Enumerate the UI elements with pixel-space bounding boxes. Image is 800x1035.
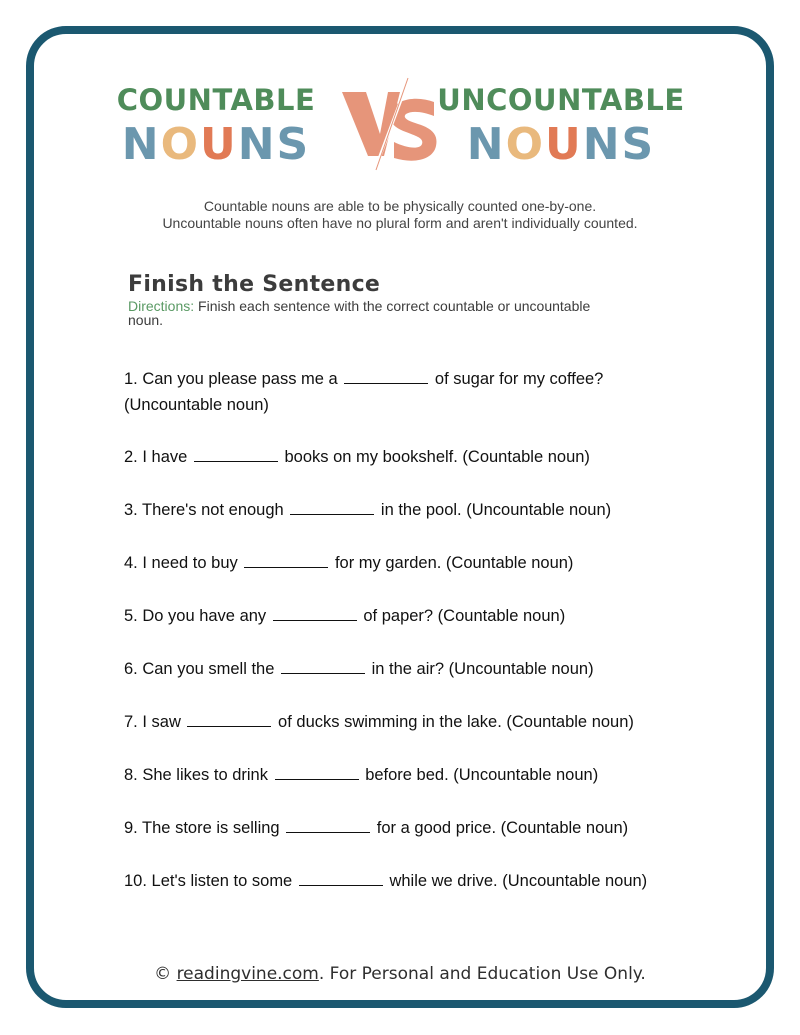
question-text: 8. She likes to drink (124, 766, 268, 784)
title-nouns-left (112, 120, 320, 170)
question-text: while we drive. (Uncountable noun) (389, 872, 648, 890)
question-text: 3. There's not enough (124, 501, 284, 519)
copyright-symbol: © (154, 964, 177, 984)
question-6 (124, 656, 704, 682)
readingvine-link[interactable]: readingvine.com (176, 964, 319, 984)
question-text: of sugar for my coffee? (Uncountable noun) (124, 370, 604, 414)
vs-graphic-icon (338, 74, 442, 174)
question-text: 7. I saw (124, 713, 181, 731)
intro-line-1: Countable nouns are able to be physically counted one-by-one. (203, 198, 597, 214)
answer-blank[interactable] (275, 765, 359, 780)
question-text: in the pool. (Uncountable noun) (380, 501, 612, 519)
letter: N (466, 119, 506, 170)
intro-line-2: Uncountable nouns often have no plural form and aren't individually counted. (162, 215, 638, 231)
letter: U (544, 119, 583, 170)
footer (0, 964, 800, 984)
letter: S (621, 119, 656, 170)
question-text: 9. The store is selling (124, 819, 280, 837)
question-text: 6. Can you smell the (124, 660, 275, 678)
answer-blank[interactable] (187, 712, 271, 727)
question-text: 5. Do you have any (124, 607, 267, 625)
answer-blank[interactable] (286, 818, 370, 833)
section-title: Finish the Sentence (128, 272, 381, 297)
question-list (124, 366, 704, 894)
directions (128, 299, 628, 327)
question-text: 10. Let's listen to some (124, 872, 293, 890)
question-1 (124, 366, 704, 418)
question-text: 1. Can you please pass me a (124, 370, 338, 388)
question-7 (124, 709, 704, 735)
question-3 (124, 497, 704, 523)
letter: O (505, 119, 545, 170)
answer-blank[interactable] (281, 659, 365, 674)
question-10 (124, 868, 704, 894)
question-text: 4. I need to buy (124, 554, 238, 572)
question-2 (124, 444, 704, 470)
footer-notice: . For Personal and Education Use Only. (318, 964, 646, 984)
question-text: 2. I have (124, 448, 188, 466)
question-4 (124, 550, 704, 576)
question-text: books on my bookshelf. (Countable noun) (284, 448, 590, 466)
answer-blank[interactable] (299, 871, 383, 886)
answer-blank[interactable] (344, 369, 428, 384)
letter: N (237, 119, 277, 170)
letter: U (199, 119, 238, 170)
letter: O (160, 119, 200, 170)
letter: N (582, 119, 622, 170)
title-nouns-right (436, 120, 686, 170)
question-text: of paper? (Countable noun) (363, 607, 566, 625)
question-text: of ducks swimming in the lake. (Countable noun) (278, 713, 634, 731)
answer-blank[interactable] (290, 500, 374, 515)
question-text: in the air? (Uncountable noun) (371, 660, 594, 678)
question-text: for a good price. (Countable noun) (376, 819, 629, 837)
question-text: for my garden. (Countable noun) (334, 554, 574, 572)
answer-blank[interactable] (244, 553, 328, 568)
directions-text: Finish each sentence with the correct countable or uncountable noun. (128, 298, 591, 328)
letter: N (121, 119, 161, 170)
title-countable-nouns (112, 82, 320, 170)
question-8 (124, 762, 704, 788)
question-text: before bed. (Uncountable noun) (365, 766, 599, 784)
letter: S (276, 119, 311, 170)
intro-text (130, 198, 670, 232)
title-uncountable-nouns (436, 82, 686, 170)
directions-label: Directions: (128, 298, 195, 314)
title-uncountable: UNCOUNTABLE (437, 83, 685, 117)
question-9 (124, 815, 704, 841)
question-5 (124, 603, 704, 629)
answer-blank[interactable] (273, 606, 357, 621)
answer-blank[interactable] (194, 447, 278, 462)
title-countable: COUNTABLE (116, 83, 316, 117)
